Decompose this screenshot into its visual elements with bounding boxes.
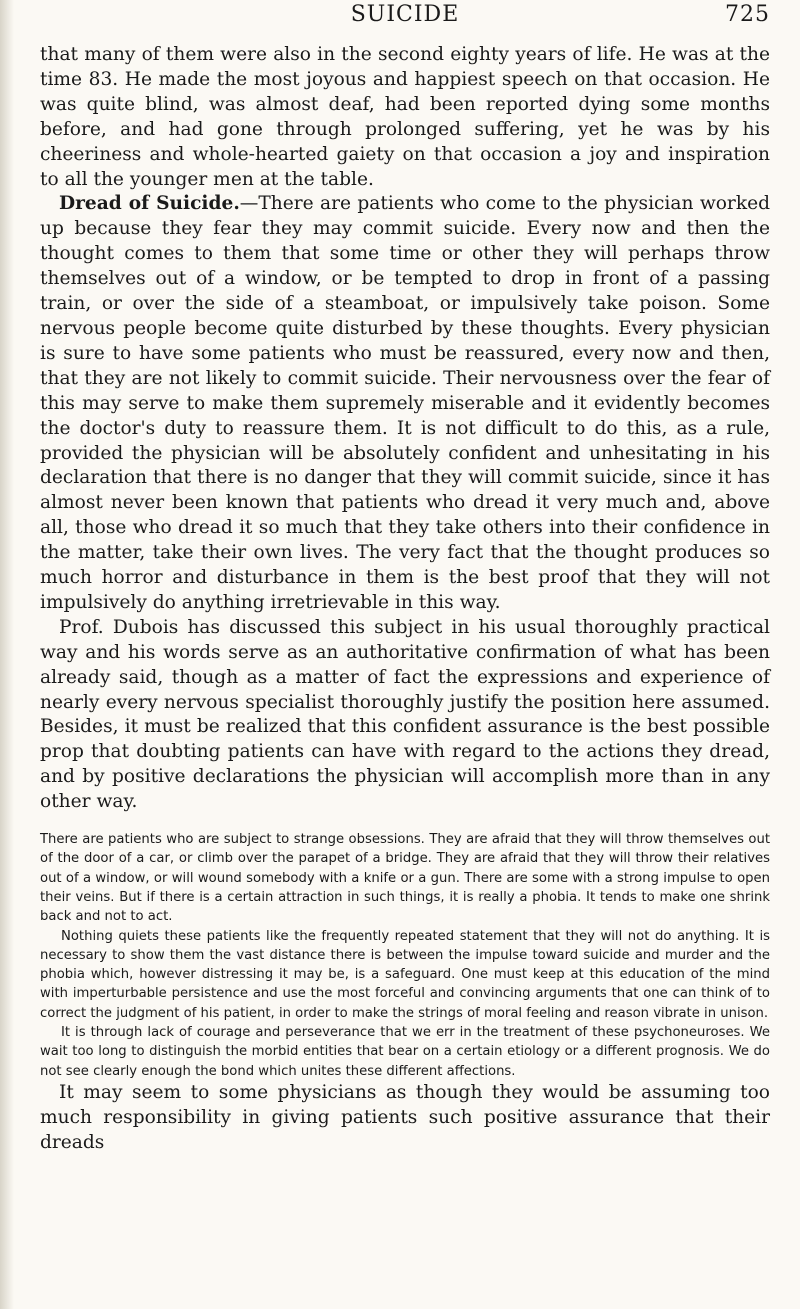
section-heading: Dread of Suicide. [59,193,240,215]
paragraph-continuation: that many of them were also in the second eighty years of life. He was at the time 83. He made the most joyous and happiest speech on that occasion. He was quite blind, was almost deaf, had been reported dying some months before, and had gone through prolonged suffering, yet he was by his cheeriness and whole-hearted gaiety on that occasion a joy and inspiration to all the younger men at the table. [40,44,770,190]
page-number: 725 [725,2,770,27]
page-binding-shadow [0,0,14,1309]
quote-paragraph-1: There are patients who are subject to strange obsessions. They are afraid that they will throw themselves out of the door of a car, or climb over the parapet of a bridge. They are afraid that they will throw their relatives out of a window, or will wound somebody with a knife or a gun. There are some with a strong impulse to open their veins. But if there is a certain attraction in such things, it is really a phobia. It tends to make one shrink back and not to act. [40,832,770,925]
page-header [40,2,770,34]
quote-paragraph-3: It is through lack of courage and perseverance that we err in the treatment of these psychoneuroses. We wait too long to distinguish the morbid entities that bear on a certain etiology or a different prognosis. We do not see clearly enough the bond which unites these different affections. [40,1025,770,1079]
paragraph-dread-of-suicide [40,192,770,615]
block-quote [40,830,770,1081]
paragraph-closing: It may seem to some physicians as though they would be assuming too much responsibility in giving patients such positive assurance that their dreads [40,1081,770,1153]
paragraph-dubois: Prof. Dubois has discussed this subject in his usual thoroughly practical way and his words serve as an authoritative confirmation of what has been already said, though as a matter of fact the expressions and experience of nearly every nervous specialist thoroughly justify the position here assumed. Besides, it must be realized that this confident assurance is the best possible prop that doubting patients can have with regard to the actions they dread, and by positive declarations the physician will accomplish more than in any other way. [40,616,770,813]
running-head: SUICIDE [350,2,460,27]
page-body [40,43,770,1156]
quote-paragraph-2: Nothing quiets these patients like the frequently repeated statement that they will not do anything. It is necessary to show them the vast distance there is between the impulse toward suicide and murder and the phobia which, however distressing it may be, is a safeguard. One must keep at this education of the mind with imperturbable persistence and use the most forceful and convincing arguments that one can think of to correct the judgment of his patient, in order to make the strings of moral feeling and reason vibrate in unison. [40,928,770,1021]
paragraph-text: —There are patients who come to the physician worked up because they fear they may commit suicide. Every now and then the thought comes to them that some time or other they will perhaps throw themselves out of a window, or be tempted to drop in front of a passing train, or over the side of a steamboat, or impulsively take poison. Some nervous people become quite disturbed by these thoughts. Every physician is sure to have some patients who must be reassured, every now and then, that they are not likely to commit suicide. Their nervousness over the fear of this may serve to make them supremely miserable and it evidently becomes the doctor's duty to reassure them. It is not difficult to do this, as a rule, provided the physician will be absolutely confident and unhesitating in his declaration that there is no danger that they will commit suicide, since it has almost never been known that patients who dread it very much and, above all, those who dread it so much that they take others into their confidence in the matter, take their own lives. The very fact that the thought produces so much horror and disturbance in them is the best proof that they will not impulsively do anything irretrievable in this way. [40,193,770,613]
